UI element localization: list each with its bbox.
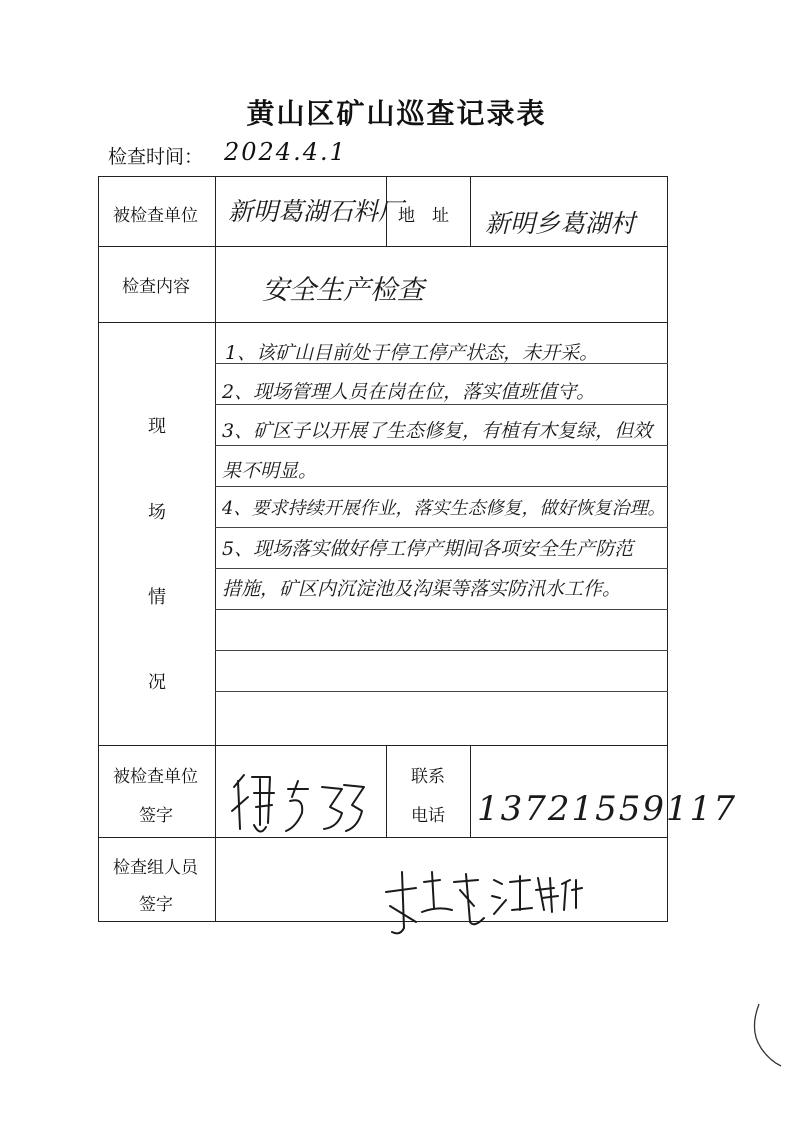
situation-line: 果不明显。 (222, 460, 318, 482)
address-label: 地 址 (398, 206, 449, 226)
contact-label: 联系 (411, 767, 445, 787)
check-time-label: 检查时间： (108, 146, 204, 168)
unit-label: 被检查单位 (113, 206, 198, 226)
unit-sign-label: 被检查单位 (113, 767, 198, 787)
situation-line: 2、现场管理人员在岗在位，落实值班值守。 (222, 381, 596, 403)
situation-label-char: 情 (148, 587, 166, 608)
situation-line: 1、该矿山目前处于停工停产状态，未开采。 (225, 342, 599, 364)
situation-line: 措施，矿区内沉淀池及沟渠等落实防汛水工作。 (222, 578, 622, 600)
situation-line: 5、现场落实做好停工停产期间各项安全生产防范 (222, 538, 634, 560)
situation-label-char: 现 (148, 416, 166, 437)
check-time-value: 2024.4.1 (224, 138, 347, 166)
form-title: 黄山区矿山巡查记录表 (246, 97, 547, 130)
team-signature-1 (380, 862, 490, 942)
contact-value: 13721559117 (477, 789, 737, 829)
scan-edge-mark (745, 1000, 785, 1070)
unit-signature (230, 767, 370, 847)
unit-sign-label: 签字 (139, 806, 173, 826)
unit-value: 新明葛湖石料厂 (228, 197, 404, 226)
situation-label-char: 场 (148, 502, 166, 523)
contact-label: 电话 (411, 806, 445, 826)
content-value: 安全生产检查 (262, 275, 424, 306)
situation-line: 3、矿区子以开展了生态修复，有植有木复绿，但效 (222, 420, 653, 442)
address-value: 新明乡葛湖村 (485, 209, 636, 238)
situation-label-char: 况 (148, 672, 166, 693)
team-sign-label: 检查组人员 (113, 858, 198, 878)
team-sign-label: 签字 (139, 895, 173, 915)
team-signature-2 (490, 870, 590, 920)
content-label: 检查内容 (122, 277, 190, 297)
situation-line: 4、要求持续开展作业，落实生态修复，做好恢复治理。 (222, 498, 666, 519)
